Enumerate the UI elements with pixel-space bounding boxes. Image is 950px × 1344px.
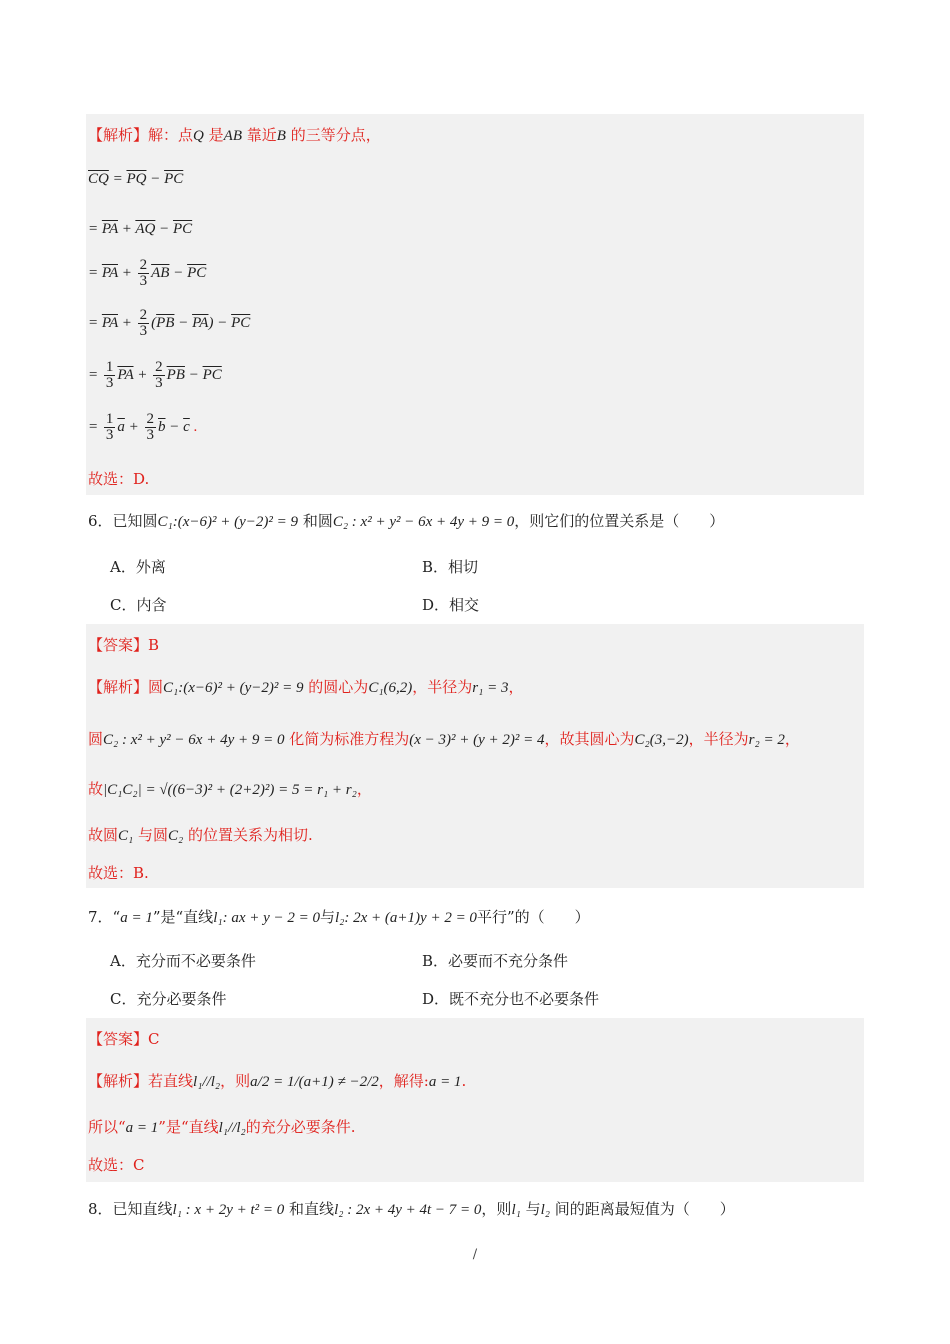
q7-analysis-1: 【解析】若直线l₁//l₂，则a/2 = 1/(a+1) ≠ −2/2，解得:a = 1. [88,1072,467,1090]
analysis-label: 【解析】 [88,126,149,144]
q6-option-c[interactable]: C．内含 [110,596,167,614]
q6-analysis-2: 圆C₂ : x² + y² − 6x + 4y + 9 = 0 化简为标准方程为(x − 3)² + (y + 2)² = 4，故其圆心为C₂(3,−2)，半径为r₂ = 2， [88,730,800,748]
q5-step-1: $\overline{CQ} = \overline{PQ} - \overline{PC}$ [88,171,184,187]
q6-option-a[interactable]: A．外离 [110,558,166,576]
page-footer: / [472,1247,478,1262]
q5-step-6: = $\frac{1}{3}$ $\overline{a}$ + $\frac{2}{3}$ $\overline{b} - \overline{c}$ . [88,411,198,443]
q7-choice: 故选：C [88,1156,145,1174]
q8-stem: 8．已知直线l₁ : x + 2y + t² = 0 和直线l₂ : 2x + 4y + 4t − 7 = 0，则l₁ 与l₂ 间的距离最短值为（ ） [88,1200,735,1218]
q5-step-4: = $\overline{PA}$ + $\frac{2}{3}$ $(\overline{PB} - \overline{PA}) - \overline{PC}$ [88,307,251,339]
q5-analysis-intro: 【解析】解：点Q 是AB 靠近B 的三等分点， [88,126,381,144]
q5-analysis-block [86,114,864,495]
q7-answer: 【答案】C [88,1030,160,1048]
q7-option-d[interactable]: D．既不充分也不必要条件 [422,990,600,1008]
q5-step-3: = $\overline{PA}$ + $\frac{2}{3}$ $\overline{AB} - \overline{PC}$ [88,257,207,289]
q5-step-2: = $\overline{PA} + \overline{AQ} - \overline{PC}$ [88,221,193,237]
q7-option-c[interactable]: C．充分必要条件 [110,990,227,1008]
q7-stem: 7．“a = 1”是“直线l₁: ax + y − 2 = 0与l₂: 2x + (a+1)y + 2 = 0平行”的（ ） [88,908,590,926]
q7-option-b[interactable]: B．必要而不充分条件 [422,952,569,970]
q7-answer-block [86,1018,864,1182]
q6-option-b[interactable]: B．相切 [422,558,479,576]
q6-analysis-4: 故圆C₁ 与圆C₂ 的位置关系为相切. [88,826,313,844]
q6-choice: 故选：B. [88,864,149,882]
q6-answer: 【答案】B [88,636,160,654]
q6-answer-block [86,624,864,888]
q5-step-5: = $\frac{1}{3}$ $\overline{PA}$ + $\frac{2}{3}$ $\overline{PB} - \overline{PC}$ [88,359,222,391]
q6-analysis-3: 故|C₁C₂| = √((6−3)² + (2+2)²) = 5 = r₁ + r₂， [88,780,372,798]
q7-option-a[interactable]: A．充分而不必要条件 [110,952,256,970]
q5-choice: 故选：D. [88,470,150,488]
q6-option-d[interactable]: D．相交 [422,596,480,614]
q7-analysis-2: 所以“a = 1”是“直线l₁//l₂的充分必要条件. [88,1118,356,1136]
q6-analysis-1: 【解析】圆C₁:(x−6)² + (y−2)² = 9 的圆心为C₁(6,2)，半径为r₁ = 3， [88,678,524,696]
q6-stem: 6．已知圆C₁:(x−6)² + (y−2)² = 9 和圆C₂ : x² + y² − 6x + 4y + 9 = 0，则它们的位置关系是（ ） [88,512,725,530]
